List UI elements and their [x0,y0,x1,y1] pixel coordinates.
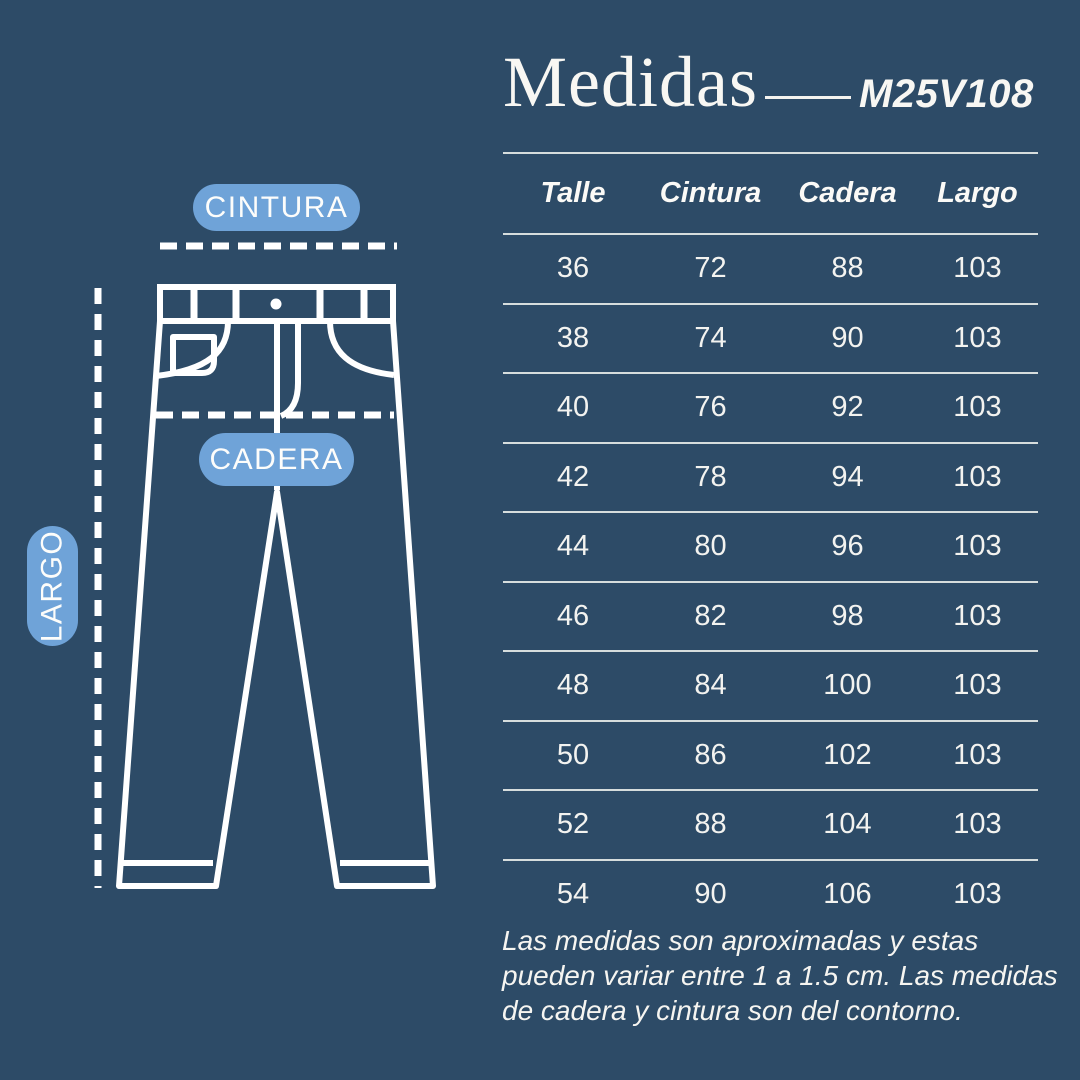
table-cell: 80 [694,530,727,563]
table-cell: 44 [556,530,590,563]
page-title: Medidas [503,42,758,122]
table-cell: 90 [831,321,864,354]
table-cell: 38 [556,321,590,354]
cintura-label-pill [193,184,360,231]
table-cell: 98 [831,599,864,632]
right-pocket-curve [330,321,394,375]
table-cell: 103 [953,391,1002,424]
cadera-label: CADERA [209,442,344,476]
table-cell: 78 [694,460,727,493]
table-row [503,511,1038,581]
table-cell: 102 [823,738,872,771]
column-header-cadera: Cadera [798,177,897,209]
waist-button [271,299,282,310]
table-cell: 103 [953,599,1002,632]
table-row [503,581,1038,651]
table-cell: 42 [556,460,590,493]
table-cell: 46 [556,599,590,632]
table-cell: 88 [694,808,727,841]
size-table [503,152,1038,928]
largo-label-pill [27,526,78,646]
table-row [503,372,1038,442]
fly-stitch-curve [281,321,298,416]
table-cell: 103 [953,460,1002,493]
table-cell: 106 [823,877,872,910]
table-cell: 103 [953,738,1002,771]
table-cell: 103 [953,808,1002,841]
cadera-label-pill [199,433,354,486]
disclaimer-line-3: de cadera y cintura son del contorno. [502,995,963,1026]
table-row [503,650,1038,720]
column-header-talle: Talle [540,177,606,209]
table-cell: 72 [694,252,727,285]
table-cell: 82 [694,599,727,632]
table-cell: 90 [694,877,727,910]
table-row [503,789,1038,859]
table-cell: 103 [953,669,1002,702]
left-pocket-curve [156,321,228,376]
table-cell: 92 [831,391,864,424]
table-cell: 36 [556,252,590,285]
table-cell: 103 [953,252,1002,285]
table-cell: 94 [831,460,864,493]
table-cell: 103 [953,321,1002,354]
table-row [503,303,1038,373]
table-cell: 104 [823,808,872,841]
table-cell: 103 [953,877,1002,910]
table-row [503,233,1038,303]
table-cell: 103 [953,530,1002,563]
title-dash-line [765,96,851,99]
table-cell: 86 [694,738,727,771]
table-cell: 54 [556,877,590,910]
table-row [503,859,1038,929]
table-header-row [503,152,1038,233]
largo-label: LARGO [35,529,69,643]
column-header-cintura: Cintura [659,177,762,209]
product-code: M25V108 [859,72,1034,116]
disclaimer-line-2: pueden variar entre 1 a 1.5 cm. Las medidas [502,960,1058,991]
disclaimer-note [502,923,1062,1028]
table-row [503,720,1038,790]
table-row [503,442,1038,512]
table-cell: 84 [694,669,727,702]
table-cell: 100 [823,669,872,702]
disclaimer-line-1: Las medidas son aproximadas y estas [502,925,979,956]
table-cell: 50 [556,738,590,771]
table-cell: 76 [694,391,727,424]
table-cell: 48 [556,669,590,702]
column-header-largo: Largo [937,177,1018,209]
table-cell: 40 [556,391,590,424]
table-cell: 88 [831,252,864,285]
table-cell: 52 [556,808,590,841]
table-cell: 74 [694,321,727,354]
cintura-label: CINTURA [204,190,349,224]
table-cell: 96 [831,530,864,563]
